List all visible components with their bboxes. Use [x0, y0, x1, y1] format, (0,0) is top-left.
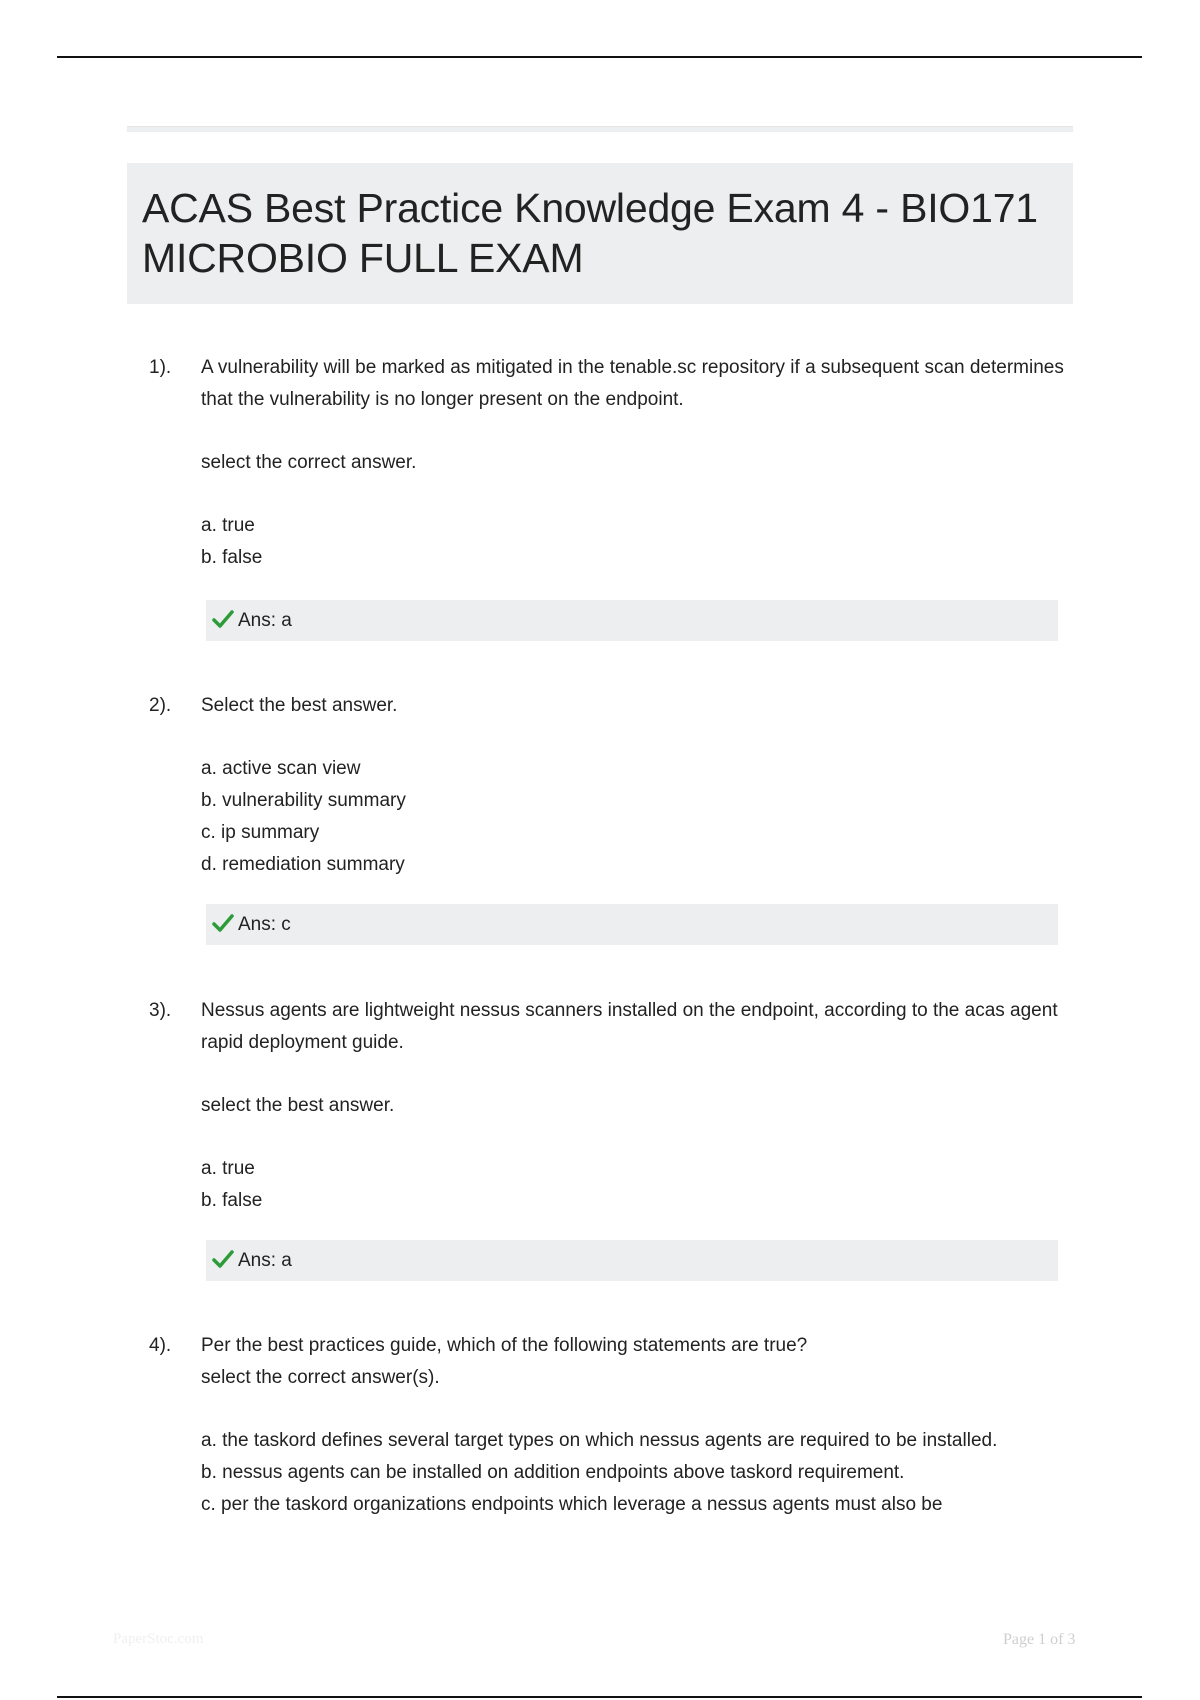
option-b: b. nessus agents can be installed on addition endpoints above taskord requirement. — [201, 1462, 905, 1483]
title-box — [127, 163, 1073, 304]
check-icon — [212, 609, 234, 629]
document-title: ACAS Best Practice Knowledge Exam 4 - BIO171 MICROBIO FULL EXAM — [142, 185, 1038, 281]
answer-text: Ans: a — [238, 610, 292, 631]
question-number: 2). — [149, 695, 172, 716]
answer-text: Ans: a — [238, 1250, 292, 1271]
option-a: a. true — [201, 515, 255, 536]
question-instruction: select the correct answer. — [201, 452, 417, 473]
footer-watermark: PaperStoc.com — [113, 1631, 204, 1647]
option-d: d. remediation summary — [201, 854, 405, 875]
option-c: c. per the taskord organizations endpoints which leverage a nessus agents must also be — [201, 1494, 943, 1515]
question-text: Select the best answer. — [201, 695, 398, 716]
question-text: Per the best practices guide, which of the following statements are true? — [201, 1335, 808, 1356]
bottom-rule — [57, 1696, 1142, 1698]
option-a: a. the taskord defines several target types on which nessus agents are required to be installed. — [201, 1430, 998, 1451]
question-text: A vulnerability will be marked as mitigated in the tenable.sc repository if a subsequent scan determines that the vulnerability is no longer present on the endpoint. — [201, 357, 1064, 410]
header-divider — [127, 126, 1073, 132]
answer-box — [206, 904, 1058, 945]
page-number: Page 1 of 3 — [1003, 1631, 1076, 1648]
option-b: b. vulnerability summary — [201, 790, 406, 811]
option-b: b. false — [201, 1190, 263, 1211]
question-text: Nessus agents are lightweight nessus scanners installed on the endpoint, according to the acas agent rapid deployment guide. — [201, 1000, 1058, 1053]
question-body — [201, 1330, 1071, 1521]
top-rule — [57, 56, 1142, 58]
question-body — [201, 352, 1071, 574]
answer-box — [206, 1240, 1058, 1281]
option-b: b. false — [201, 547, 263, 568]
question-body — [201, 690, 1071, 881]
question-instruction: select the best answer. — [201, 1095, 395, 1116]
check-icon — [212, 913, 234, 933]
question-number: 1). — [149, 357, 172, 378]
answer-box — [206, 600, 1058, 641]
question-instruction: select the correct answer(s). — [201, 1367, 440, 1388]
option-a: a. active scan view — [201, 758, 361, 779]
option-c: c. ip summary — [201, 822, 320, 843]
check-icon — [212, 1249, 234, 1269]
option-a: a. true — [201, 1158, 255, 1179]
answer-text: Ans: c — [238, 914, 291, 935]
question-number: 3). — [149, 1000, 172, 1021]
question-body — [201, 995, 1071, 1217]
question-number: 4). — [149, 1335, 172, 1356]
